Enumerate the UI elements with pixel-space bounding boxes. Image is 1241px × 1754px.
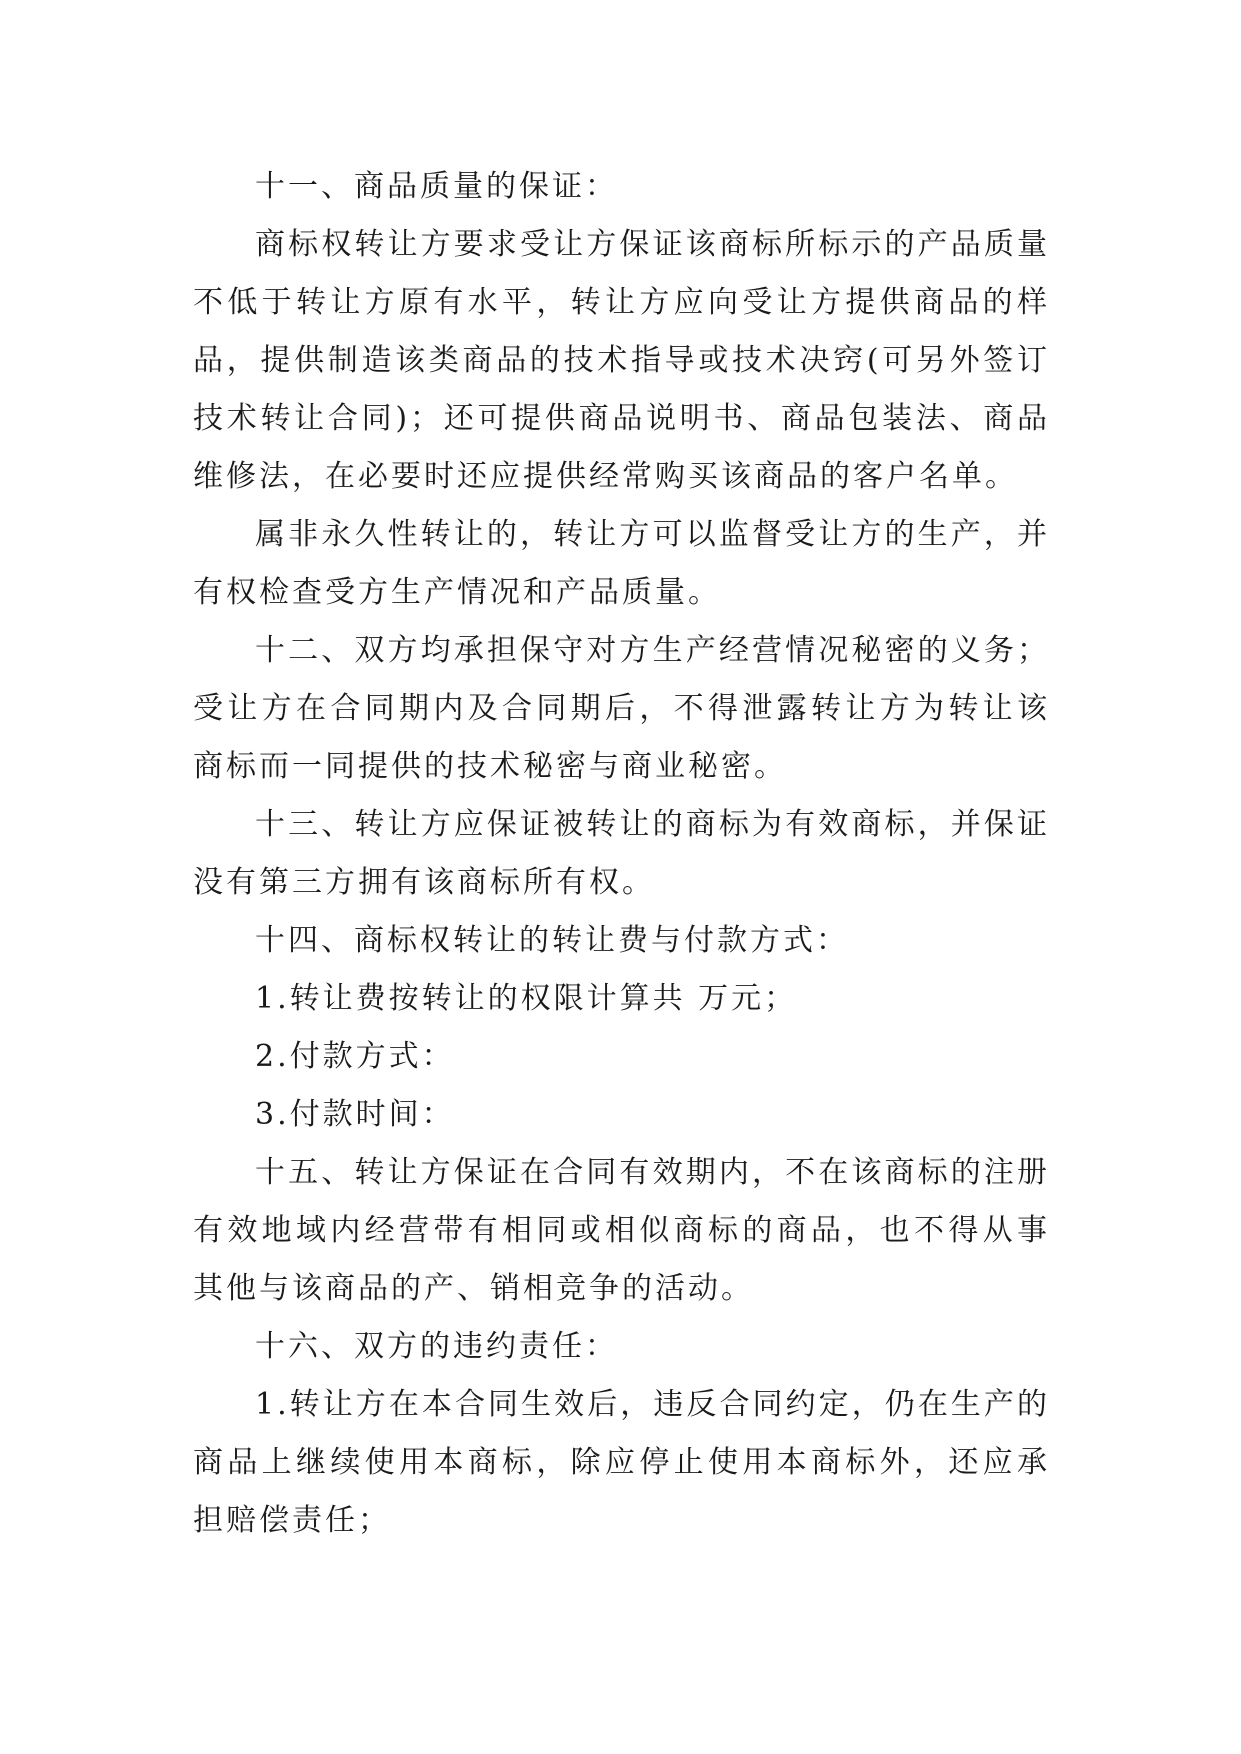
clause-14-item-2-payment-method: 2.付款方式： [255,1039,455,1074]
clause-13-valid-trademark: 十三、转让方应保证被转让的商标为有效商标，并保证没有第三方拥有该商标所有权。 [193,807,1050,900]
clause-11-heading: 十一、商品质量的保证： [255,169,618,204]
clause-14-item-3-payment-time: 3.付款时间： [255,1097,455,1132]
clause-16-heading: 十六、双方的违约责任： [255,1329,618,1364]
clause-14-item-1-fee: 1.转让费按转让的权限计算共 万元； [255,981,798,1016]
clause-11-supervision: 属非永久性转让的，转让方可以监督受让方的生产，并有权检查受方生产情况和产品质量。 [193,517,1050,610]
clause-14-heading: 十四、商标权转让的转让费与付款方式： [255,923,849,958]
clause-15-non-competition: 十五、转让方保证在合同有效期内，不在该商标的注册有效地域内经营带有相同或相似商标的商品，也不得从事其他与该商品的产、销相竞争的活动。 [193,1155,1050,1306]
clause-11-quality-guarantee: 商标权转让方要求受让方保证该商标所标示的产品质量不低于转让方原有水平，转让方应向受让方提供商品的样品，提供制造该类商品的技术指导或技术决窍(可另外签订技术转让合同)；还可提供商品说明书、商品包装法、商品维修法，在必要时还应提供经常购买该商品的客户名单。 [193,227,1050,494]
clause-16-item-1-liability: 1.转让方在本合同生效后，违反合同约定，仍在生产的商品上继续使用本商标，除应停止使用本商标外，还应承担赔偿责任； [193,1387,1050,1538]
clause-12-confidentiality: 十二、双方均承担保守对方生产经营情况秘密的义务；受让方在合同期内及合同期后，不得泄露转让方为转让该商标而一同提供的技术秘密与商业秘密。 [193,633,1050,784]
document-body [193,158,1050,1550]
